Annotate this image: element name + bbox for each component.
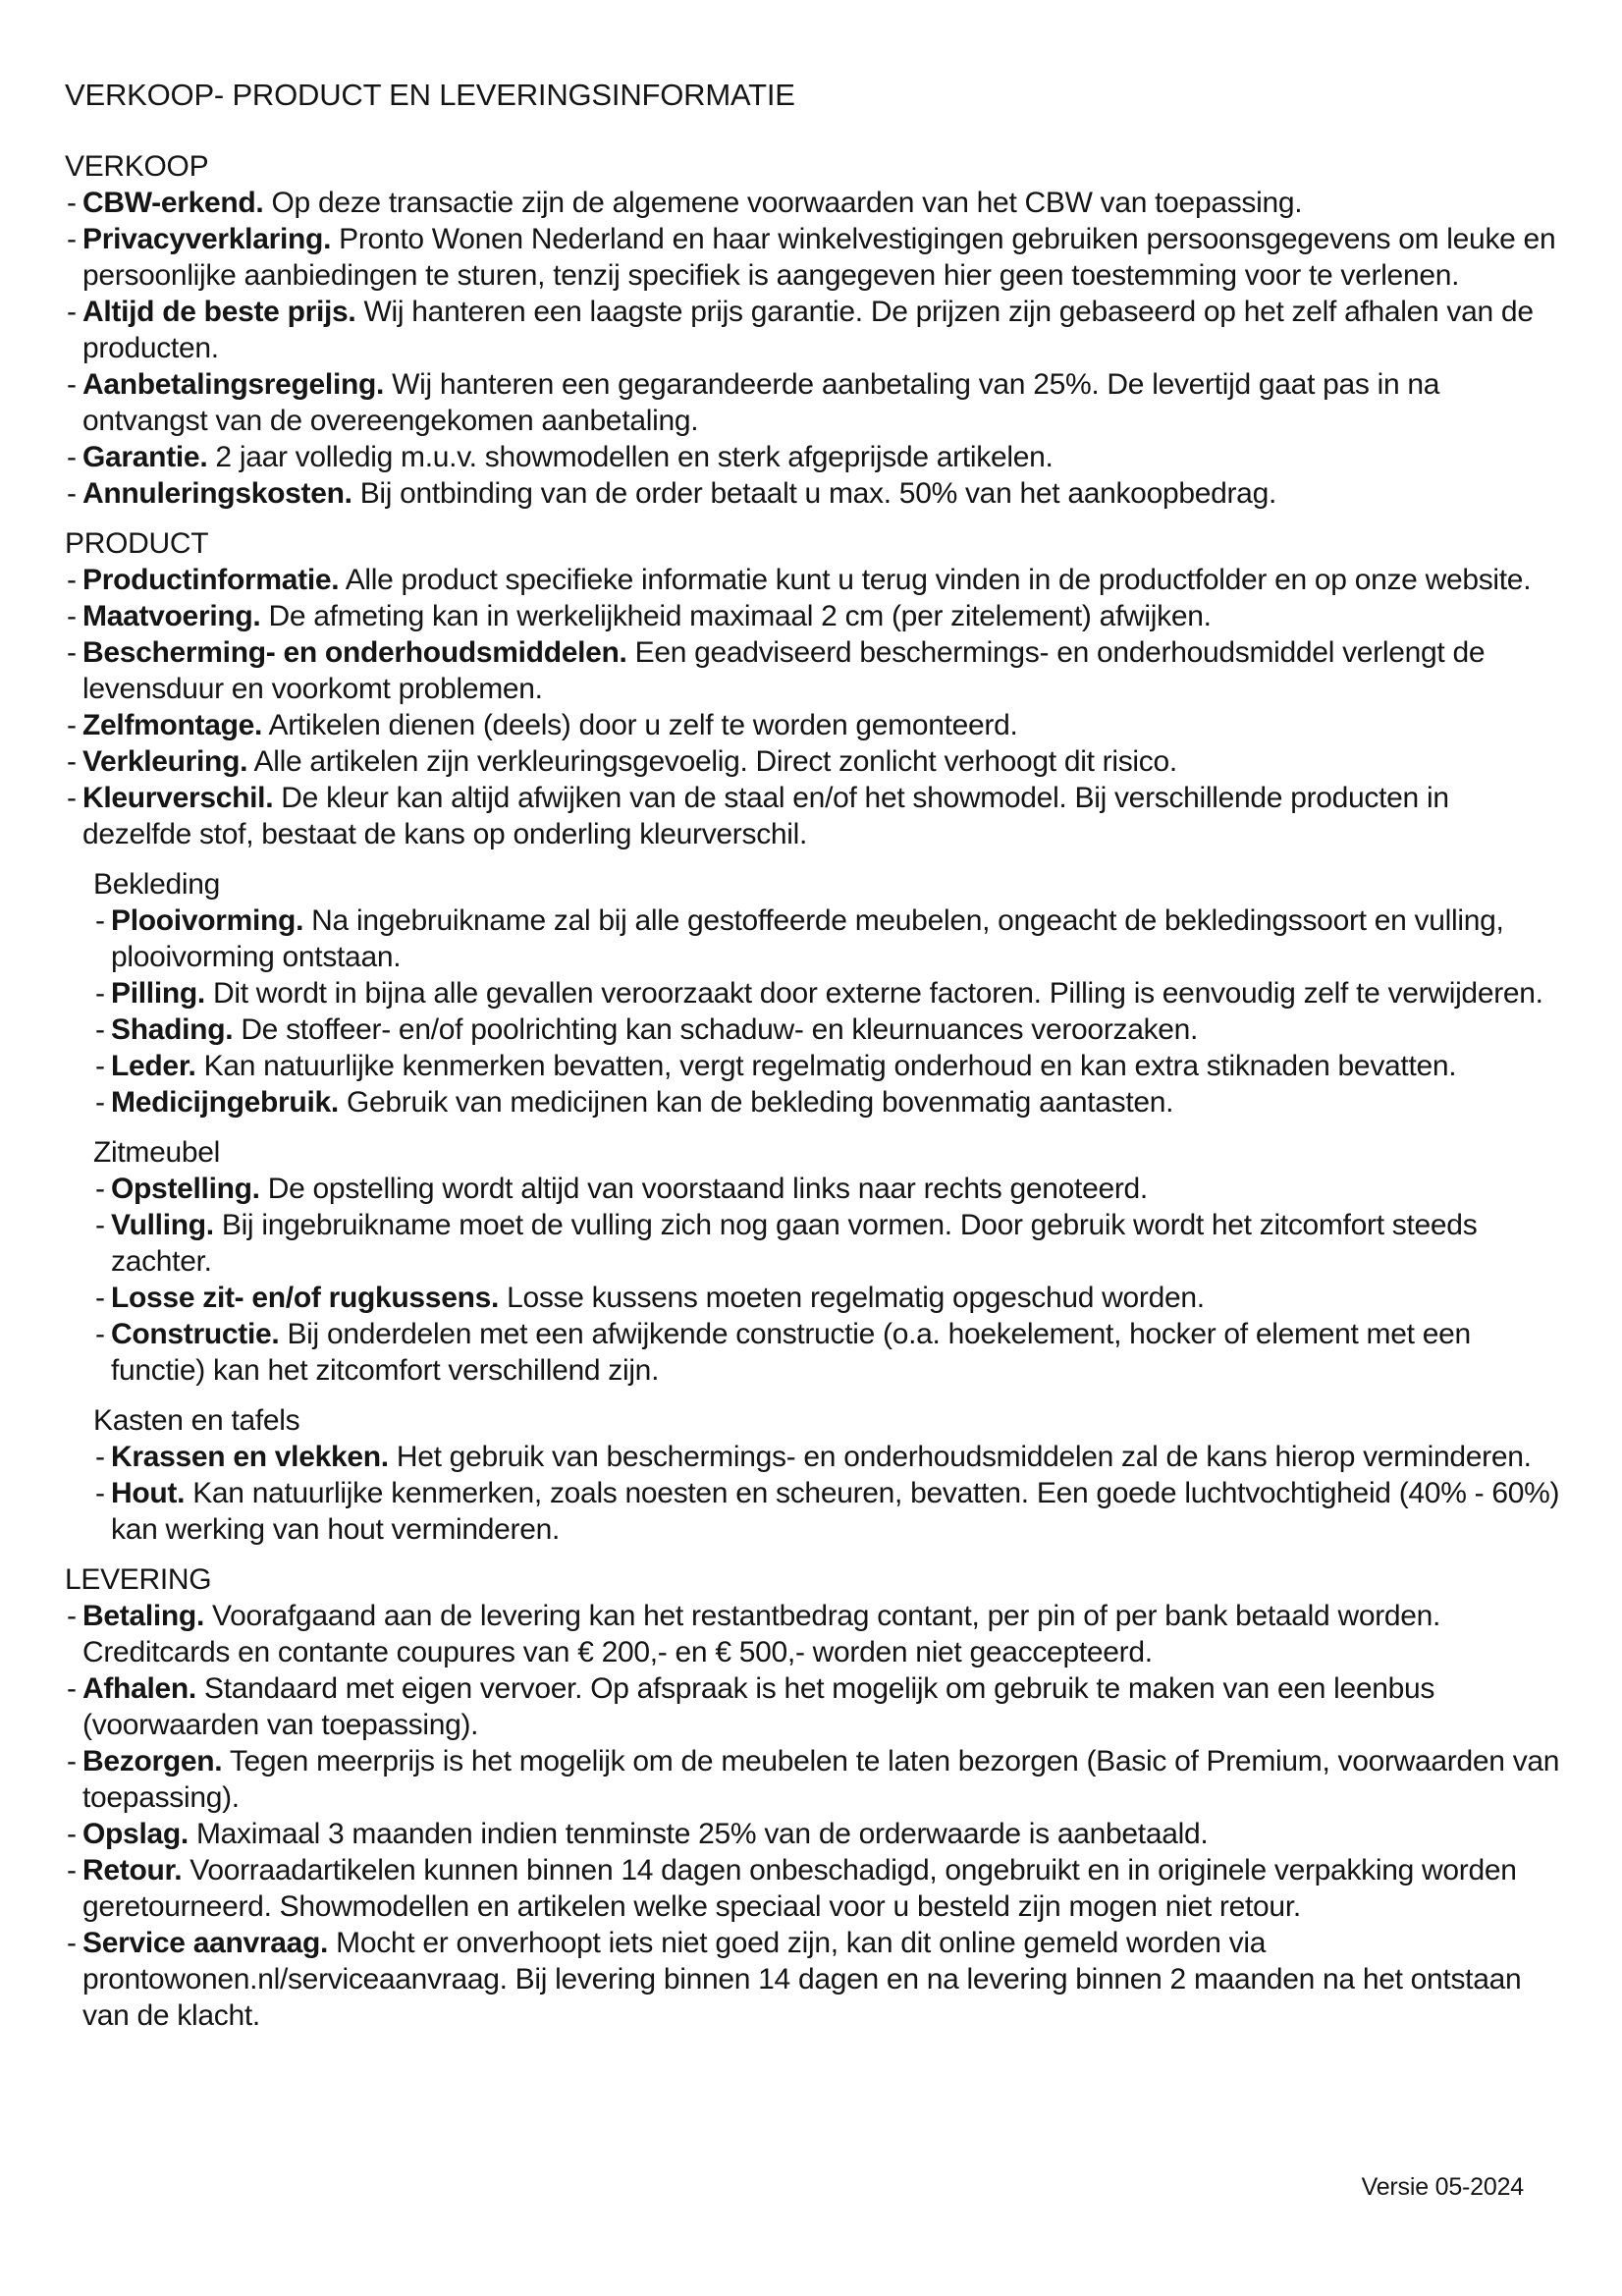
list-item <box>93 1171 1563 1207</box>
section-levering <box>65 1561 1563 2034</box>
item-lead: Medicijngebruik. <box>111 1086 339 1119</box>
item-text: Artikelen dienen (deels) door u zelf te worden gemonteerd. <box>268 709 1018 741</box>
item-text: Pronto Wonen Nederland en haar winkelvestigingen gebruiken persoonsgegevens om leuke en persoonlijke aanbiedingen te sturen, tenzij specifiek is aangegeven hier geen toestemming voor te verlenen. <box>82 223 1556 292</box>
list-item <box>65 1743 1563 1816</box>
list-item <box>65 366 1563 439</box>
list-item <box>65 743 1563 780</box>
list-item <box>93 1048 1563 1084</box>
bekleding-list <box>93 902 1563 1121</box>
item-lead: Altijd de beste prijs. <box>82 296 356 328</box>
item-lead: Annuleringskosten. <box>82 477 352 510</box>
item-lead: Productinformatie. <box>82 564 340 596</box>
item-lead: Garantie. <box>82 441 208 473</box>
list-item <box>93 1280 1563 1316</box>
list-item <box>65 598 1563 634</box>
item-text: Alle artikelen zijn verkleuringsgevoelig. Direct zonlicht verhoogt dit risico. <box>253 745 1177 778</box>
verkoop-list <box>65 185 1563 512</box>
item-text: Het gebruik van beschermings- en onderhoudsmiddelen zal de kans hierop verminderen. <box>396 1441 1532 1473</box>
item-text: De afmeting kan in werkelijkheid maximaal 2 cm (per zitelement) afwijken. <box>268 600 1212 632</box>
item-text: De opstelling wordt altijd van voorstaand links naar rechts genoteerd. <box>267 1173 1148 1205</box>
item-text: Een geadviseerd beschermings- en onderhoudsmiddel verlengt de levensduur en voorkomt problemen. <box>82 636 1486 705</box>
item-text: Wij hanteren een gegarandeerde aanbetaling van 25%. De levertijd gaat pas in na ontvangst van de overeengekomen aanbetaling. <box>82 368 1440 437</box>
item-lead: Zelfmontage. <box>82 709 263 741</box>
subsection-heading-bekleding: Bekleding <box>93 868 221 901</box>
levering-list <box>65 1598 1563 2034</box>
list-item <box>65 1852 1563 1925</box>
list-item <box>65 1598 1563 1670</box>
list-item <box>65 1816 1563 1852</box>
item-lead: Vulling. <box>111 1209 214 1241</box>
item-lead: Aanbetalingsregeling. <box>82 368 385 401</box>
item-text: Bij onderdelen met een afwijkende constructie (o.a. hoekelement, hocker of element met een functie) kan het zitcomfort verschillend zijn. <box>111 1318 1471 1387</box>
item-text: Kan natuurlijke kenmerken bevatten, vergt regelmatig onderhoud en kan extra stiknaden bevatten. <box>203 1050 1457 1082</box>
item-text: Op deze transactie zijn de algemene voorwaarden van het CBW van toepassing. <box>271 187 1303 219</box>
list-item <box>93 1011 1563 1048</box>
item-lead: Bezorgen. <box>82 1745 223 1777</box>
subsection-bekleding <box>93 866 1563 1121</box>
list-item <box>65 1670 1563 1743</box>
item-lead: Betaling. <box>82 1600 204 1632</box>
kasten-list <box>93 1439 1563 1548</box>
zitmeubel-list <box>93 1171 1563 1389</box>
item-text: De kleur kan altijd afwijken van de staal en/of het showmodel. Bij verschillende producten in dezelfde stof, bestaat de kans op onderling kleurverschil. <box>82 782 1449 850</box>
item-lead: Afhalen. <box>82 1672 196 1705</box>
item-lead: CBW-erkend. <box>82 187 264 219</box>
item-text: De stoffeer- en/of poolrichting kan schaduw- en kleurnuances veroorzaken. <box>241 1013 1199 1046</box>
subsection-kasten-en-tafels <box>93 1402 1563 1548</box>
item-lead: Constructie. <box>111 1318 280 1350</box>
item-text: Alle product specifieke informatie kunt u terug vinden in de productfolder en op onze website. <box>345 564 1532 596</box>
subsection-zitmeubel <box>93 1134 1563 1389</box>
item-text: Voorafgaand aan de levering kan het restantbedrag contant, per pin of per bank betaald worden. Creditcards en contante coupures van € 200,- en € 500,- worden niet geaccepteerd. <box>82 1600 1441 1668</box>
item-lead: Verkleuring. <box>82 745 248 778</box>
item-lead: Bescherming- en onderhoudsmiddelen. <box>82 636 627 669</box>
item-text: Wij hanteren een laagste prijs garantie. De prijzen zijn gebaseerd op het zelf afhalen van de producten. <box>82 296 1534 364</box>
list-item <box>93 1084 1563 1121</box>
item-text: Mocht er onverhoopt iets niet goed zijn, kan dit online gemeld worden via prontowonen.nl/serviceaanvraag. Bij levering binnen 14 dagen en na levering binnen 2 maanden na het ontstaan van de klacht. <box>82 1927 1522 2032</box>
item-text: Bij ontbinding van de order betaalt u max. 50% van het aankoopbedrag. <box>359 477 1276 510</box>
list-item <box>93 1475 1563 1548</box>
item-text: Voorraadartikelen kunnen binnen 14 dagen onbeschadigd, ongebruikt en in originele verpakking worden geretourneerd. Showmodellen en artikelen welke speciaal voor u besteld zijn mogen niet retour. <box>82 1854 1517 1923</box>
item-text: Kan natuurlijke kenmerken, zoals noesten en scheuren, bevatten. Een goede luchtvochtigheid (40% - 60%) kan werking van hout verminderen. <box>111 1477 1560 1546</box>
item-lead: Opstelling. <box>111 1173 260 1205</box>
item-lead: Kleurverschil. <box>82 782 274 814</box>
list-item <box>65 707 1563 743</box>
list-item <box>93 1316 1563 1389</box>
item-lead: Shading. <box>111 1013 234 1046</box>
item-lead: Krassen en vlekken. <box>111 1441 389 1473</box>
list-item <box>65 439 1563 475</box>
item-lead: Service aanvraag. <box>82 1927 329 1959</box>
list-item <box>93 1207 1563 1280</box>
item-lead: Pilling. <box>111 977 205 1010</box>
page-title: VERKOOP- PRODUCT EN LEVERINGSINFORMATIE <box>65 78 795 112</box>
list-item <box>65 562 1563 598</box>
item-lead: Hout. <box>111 1477 186 1509</box>
item-lead: Maatvoering. <box>82 600 261 632</box>
list-item <box>65 185 1563 221</box>
item-lead: Plooivorming. <box>111 904 304 937</box>
item-text: Na ingebruikname zal bij alle gestoffeerde meubelen, ongeacht de bekledingssoort en vulling, plooivorming ontstaan. <box>111 904 1504 973</box>
item-lead: Opslag. <box>82 1818 189 1850</box>
subsection-heading-kasten-en-tafels: Kasten en tafels <box>93 1404 300 1437</box>
list-item <box>65 780 1563 852</box>
list-item <box>93 1439 1563 1475</box>
list-item <box>93 902 1563 975</box>
section-verkoop <box>65 148 1563 512</box>
item-text: Standaard met eigen vervoer. Op afspraak is het mogelijk om gebruik te maken van een leenbus (voorwaarden van toepassing). <box>82 1672 1435 1741</box>
list-item <box>65 221 1563 294</box>
item-lead: Privacyverklaring. <box>82 223 332 255</box>
item-text: Gebruik van medicijnen kan de bekleding bovenmatig aantasten. <box>346 1086 1174 1119</box>
item-text: Bij ingebruikname moet de vulling zich nog gaan vormen. Door gebruik wordt het zitcomfort steeds zachter. <box>111 1209 1478 1278</box>
item-text: 2 jaar volledig m.u.v. showmodellen en sterk afgeprijsde artikelen. <box>215 441 1054 473</box>
item-lead: Retour. <box>82 1854 183 1886</box>
item-text: Dit wordt in bijna alle gevallen veroorzaakt door externe factoren. Pilling is eenvoudig zelf te verwijderen. <box>212 977 1543 1010</box>
list-item <box>65 294 1563 366</box>
product-list <box>65 562 1563 852</box>
list-item <box>93 975 1563 1011</box>
list-item <box>65 475 1563 512</box>
item-text: Losse kussens moeten regelmatig opgeschud worden. <box>507 1282 1205 1314</box>
item-lead: Leder. <box>111 1050 196 1082</box>
list-item <box>65 634 1563 707</box>
item-lead: Losse zit- en/of rugkussens. <box>111 1282 500 1314</box>
item-text: Tegen meerprijs is het mogelijk om de meubelen te laten bezorgen (Basic of Premium, voorwaarden van toepassing). <box>82 1745 1560 1814</box>
item-text: Maximaal 3 maanden indien tenminste 25% van de orderwaarde is aanbetaald. <box>195 1818 1209 1850</box>
section-product <box>65 525 1563 1548</box>
subsection-heading-zitmeubel: Zitmeubel <box>93 1136 221 1169</box>
list-item <box>65 1925 1563 2034</box>
section-heading-levering: LEVERING <box>65 1563 212 1596</box>
version-label: Versie 05-2024 <box>1361 2173 1524 2201</box>
section-heading-verkoop: VERKOOP <box>65 150 209 183</box>
section-heading-product: PRODUCT <box>65 527 209 560</box>
